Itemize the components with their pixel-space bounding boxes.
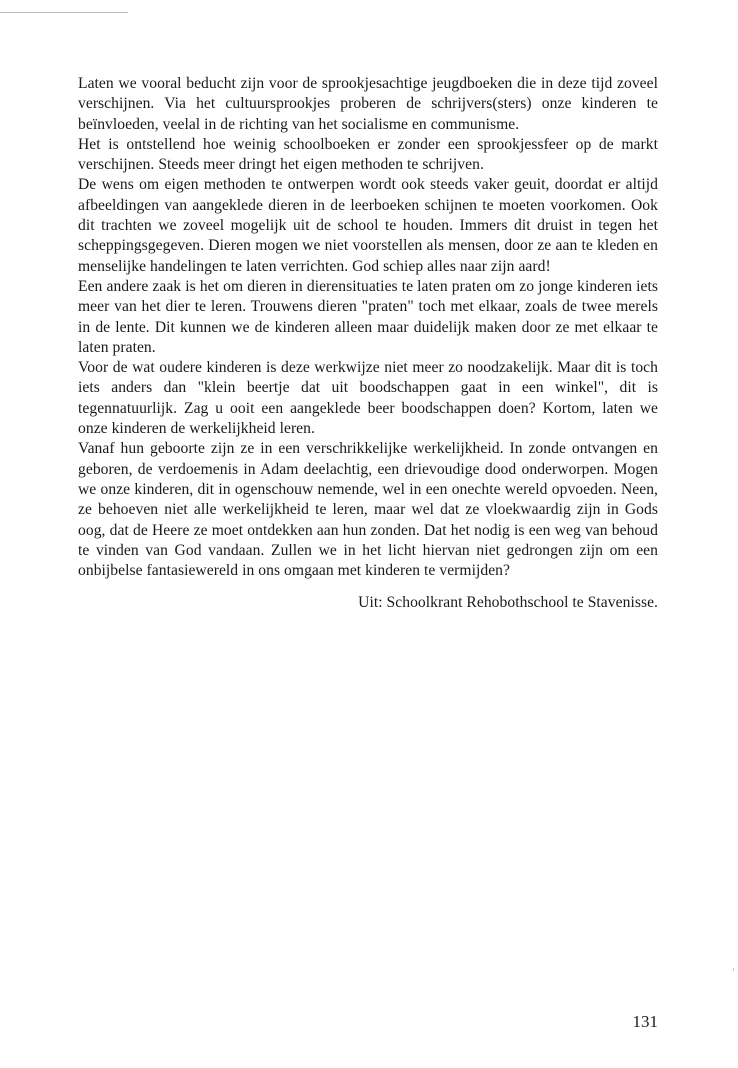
paragraph-dierensituaties: Een andere zaak is het om dieren in dierensituaties te laten praten om zo jonge kinderen iets meer van het dier te leren. Trouwens dieren "praten" toch met elkaar, zoals de twee merels in de lente. Dit kunnen we de kinderen alleen maar duidelijk maken door ze met elkaar te laten praten. (78, 277, 658, 356)
paragraph-schoolboeken: Het is ontstellend hoe weinig schoolboeken er zonder een sprookjessfeer op de markt verschijnen. Steeds meer dringt het eigen methoden te schrijven. (78, 135, 658, 174)
paragraph-jeugdboeken: Laten we vooral beducht zijn voor de sprookjesachtige jeugdboeken die in deze tijd zoveel verschijnen. Via het cultuursprookjes proberen de schrijvers(sters) onze kinderen te beïnvloeden, veelal in de richting van het socialisme en communisme. (78, 75, 658, 133)
scan-speck (733, 968, 734, 971)
paragraph-eigen-methoden: De wens om eigen methoden te ontwerpen wordt ook steeds vaker geuit, doordat er altijd afbeeldingen van aangeklede dieren in de leerboeken schijnen te moeten voorkomen. Ook dit trachten we zoveel mogelijk uit de school te houden. Immers dit druist in tegen het scheppingsgegeven. Dieren mogen we niet voorstellen als mensen, door ze aan te kleden en menselijke handelingen te laten verrichten. God schiep alles naar zijn aard! (78, 176, 658, 275)
page-number: 131 (632, 1012, 658, 1031)
article-body (78, 74, 658, 614)
paragraph-werkelijkheid: Vanaf hun geboorte zijn ze in een verschrikkelijke werkelijkheid. In zonde ontvangen en geboren, de verdoemenis in Adam deelachtig, een drievoudige dood onderworpen. Mogen we onze kinderen, dit in ogenschouw nemende, wel in een onechte wereld opvoeden. Neen, ze behoeven niet alle werkelijkheid te leren, maar wel dat ze vloekwaardig zijn in Gods oog, dat de Heere ze moet ontdekken aan hun zonden. Dat het nodig is een weg van behoud te vinden van God vandaan. Zullen we in het licht hiervan niet gedrongen zijn om een onbijbelse fantasiewereld in ons omgaan met kinderen te vermijden? (78, 440, 658, 580)
source-attribution: Uit: Schoolkrant Rehobothschool te Stavenisse. (358, 594, 658, 612)
top-edge-rule (0, 12, 128, 13)
paragraph-oudere-kinderen: Voor de wat oudere kinderen is deze werkwijze niet meer zo noodzakelijk. Maar dit is toch iets anders dan "klein beertje dat uit boodschappen gaat in een winkel", dit is tegennatuurlijk. Zag u ooit een aangeklede beer boodschappen doen? Kortom, laten we onze kinderen de werkelijkheid leren. (78, 359, 658, 438)
